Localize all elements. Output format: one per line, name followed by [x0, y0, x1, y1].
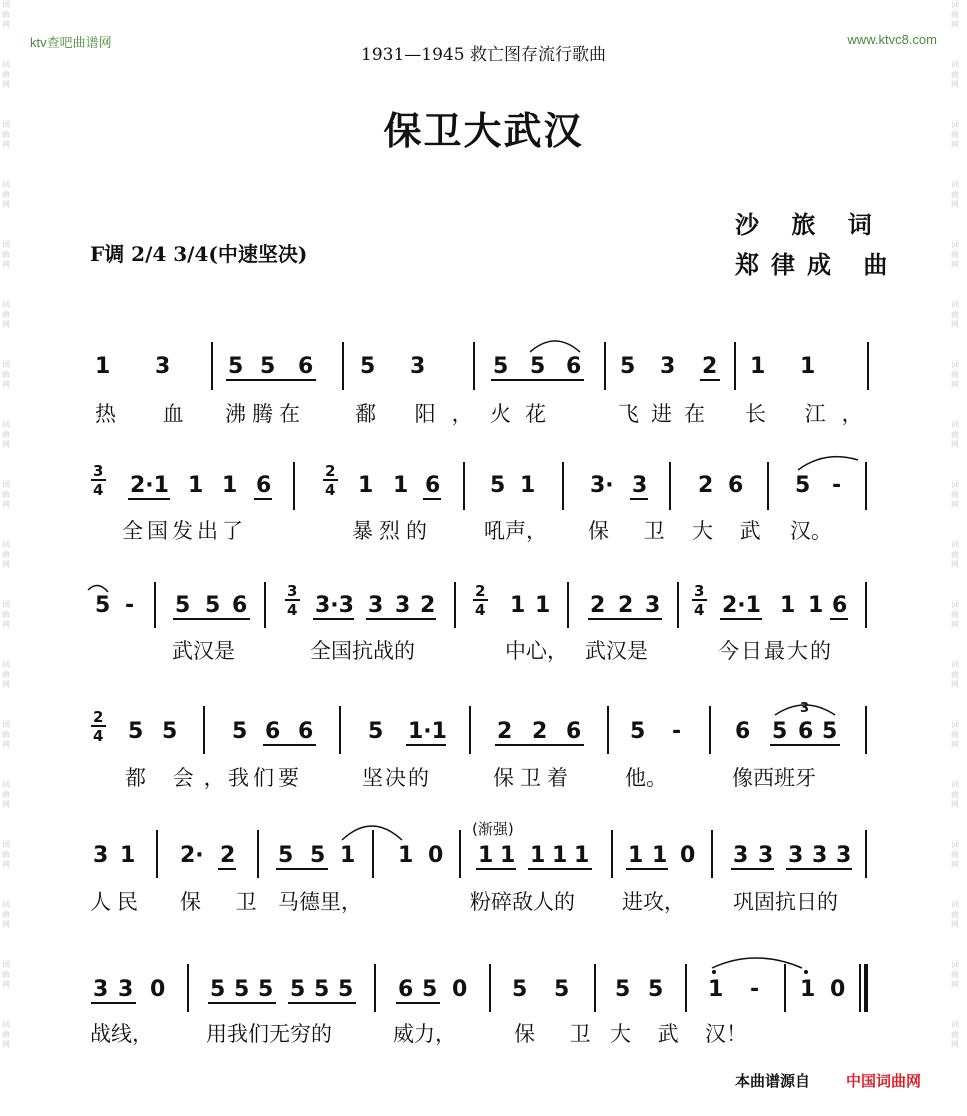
svg-text:3: 3: [118, 977, 134, 1002]
svg-text:5: 5: [260, 354, 276, 379]
svg-text:5: 5: [620, 354, 636, 379]
notation-line-1: [95, 341, 868, 390]
svg-text:0: 0: [150, 977, 166, 1002]
svg-text:6: 6: [566, 719, 582, 744]
svg-text:2: 2: [325, 462, 336, 480]
svg-text:1: 1: [530, 843, 546, 868]
svg-text:6: 6: [265, 719, 281, 744]
svg-text:3: 3: [410, 354, 426, 379]
watermark-left: 词曲网 词曲网 词曲网 词曲网 词曲网 词曲网 词曲网 词曲网 词曲网 词曲网 词曲网 词曲网 词曲网 词曲网 词曲网 词曲网 词曲网 词曲网: [2, 0, 10, 1049]
svg-text:3: 3: [758, 843, 774, 868]
svg-text:5: 5: [822, 719, 838, 744]
svg-text:5: 5: [210, 977, 226, 1002]
svg-text:1: 1: [520, 473, 536, 498]
svg-text:5: 5: [205, 593, 221, 618]
svg-text:-: -: [125, 593, 135, 618]
key-signature: F调 2/4 3/4(中速坚决): [90, 242, 308, 266]
svg-text:5: 5: [95, 593, 111, 618]
svg-text:1: 1: [478, 843, 494, 868]
svg-text:5: 5: [772, 719, 788, 744]
svg-text:5: 5: [314, 977, 330, 1002]
svg-text:6: 6: [398, 977, 414, 1002]
svg-text:6: 6: [798, 719, 814, 744]
svg-text:6: 6: [256, 473, 272, 498]
svg-text:3: 3: [93, 977, 109, 1002]
svg-text:1: 1: [750, 354, 766, 379]
svg-text:5: 5: [490, 473, 506, 498]
svg-text:1: 1: [800, 977, 816, 1002]
svg-text:1: 1: [358, 473, 374, 498]
svg-text:0: 0: [452, 977, 468, 1002]
svg-text:4: 4: [694, 601, 705, 619]
svg-text:4: 4: [475, 601, 486, 619]
svg-text:5: 5: [310, 843, 326, 868]
svg-text:1: 1: [398, 843, 414, 868]
svg-text:2·1: 2·1: [130, 473, 169, 498]
svg-text:3: 3: [733, 843, 749, 868]
svg-text:5: 5: [290, 977, 306, 1002]
svg-text:2: 2: [497, 719, 513, 744]
svg-text:5: 5: [493, 354, 509, 379]
svg-text:6: 6: [232, 593, 248, 618]
svg-text:1: 1: [628, 843, 644, 868]
svg-text:5: 5: [338, 977, 354, 1002]
svg-text:1: 1: [800, 354, 816, 379]
svg-text:5: 5: [232, 719, 248, 744]
svg-text:2: 2: [618, 593, 634, 618]
svg-text:4: 4: [93, 481, 104, 499]
svg-text:2: 2: [93, 708, 104, 726]
svg-text:3: 3: [836, 843, 852, 868]
svg-text:3: 3: [93, 462, 104, 480]
svg-text:2: 2: [532, 719, 548, 744]
svg-text:2: 2: [702, 354, 718, 379]
svg-text:3: 3: [93, 843, 109, 868]
svg-text:3: 3: [368, 593, 384, 618]
svg-text:3: 3: [694, 582, 705, 600]
svg-text:1: 1: [652, 843, 668, 868]
svg-text:1: 1: [552, 843, 568, 868]
svg-text:1: 1: [535, 593, 551, 618]
svg-text:4: 4: [287, 601, 298, 619]
dynamic-crescendo: (渐强): [472, 820, 514, 838]
svg-text:1: 1: [708, 977, 724, 1002]
svg-text:1: 1: [120, 843, 136, 868]
footer-source-label: 本曲谱源自: [735, 1073, 811, 1090]
svg-text:1: 1: [574, 843, 590, 868]
svg-text:3: 3: [155, 354, 171, 379]
svg-text:5: 5: [630, 719, 646, 744]
svg-text:6: 6: [298, 354, 314, 379]
svg-text:0: 0: [680, 843, 696, 868]
notation-line-6: [91, 958, 866, 1012]
svg-text:5: 5: [530, 354, 546, 379]
svg-text:2: 2: [590, 593, 606, 618]
svg-text:1·1: 1·1: [408, 719, 447, 744]
svg-text:3: 3: [788, 843, 804, 868]
svg-text:2: 2: [475, 582, 486, 600]
svg-text:4: 4: [325, 481, 336, 499]
svg-text:5: 5: [512, 977, 528, 1002]
svg-text:3: 3: [287, 582, 298, 600]
svg-text:3·: 3·: [590, 473, 614, 498]
notation-line-2: [91, 457, 866, 510]
notation-line-3: [88, 582, 866, 628]
song-title: 保卫大武汉: [383, 108, 584, 153]
svg-text:5: 5: [648, 977, 664, 1002]
svg-text:-: -: [750, 977, 760, 1002]
svg-text:5: 5: [128, 719, 144, 744]
svg-text:1: 1: [500, 843, 516, 868]
svg-text:6: 6: [728, 473, 744, 498]
svg-text:6: 6: [566, 354, 582, 379]
svg-text:2: 2: [420, 593, 436, 618]
svg-text:6: 6: [735, 719, 751, 744]
svg-text:5: 5: [368, 719, 384, 744]
svg-text:1: 1: [808, 593, 824, 618]
svg-text:0: 0: [830, 977, 846, 1002]
svg-text:5: 5: [422, 977, 438, 1002]
svg-text:1: 1: [188, 473, 204, 498]
composer-credit: 郑律成 曲: [735, 250, 900, 279]
svg-text:2·: 2·: [180, 843, 204, 868]
svg-text:5: 5: [234, 977, 250, 1002]
site-url-right: www.ktvc8.com: [847, 32, 937, 47]
svg-text:6: 6: [832, 593, 848, 618]
series-title: 1931—1945 救亡图存流行歌曲: [361, 45, 606, 65]
svg-text:1: 1: [340, 843, 356, 868]
svg-text:5: 5: [360, 354, 376, 379]
svg-text:-: -: [832, 473, 842, 498]
svg-text:3: 3: [632, 473, 648, 498]
svg-text:2: 2: [698, 473, 714, 498]
svg-text:1: 1: [510, 593, 526, 618]
watermark-right: 词曲网 词曲网 词曲网 词曲网 词曲网 词曲网 词曲网 词曲网 词曲网 词曲网 词曲网 词曲网 词曲网 词曲网 词曲网 词曲网 词曲网 词曲网: [951, 0, 959, 1049]
notation-line-4: [91, 701, 866, 754]
svg-text:5: 5: [258, 977, 274, 1002]
svg-text:0: 0: [428, 843, 444, 868]
lyricist-credit: 沙 旅 词: [735, 210, 884, 239]
site-name-left: ktv查吧曲谱网: [30, 35, 112, 50]
svg-text:3: 3: [645, 593, 661, 618]
svg-text:5: 5: [278, 843, 294, 868]
svg-text:1: 1: [95, 354, 111, 379]
footer-site-link[interactable]: 中国词曲网: [846, 1073, 922, 1090]
svg-text:4: 4: [93, 727, 104, 745]
svg-text:2: 2: [220, 843, 236, 868]
svg-text:3: 3: [812, 843, 828, 868]
svg-text:1: 1: [393, 473, 409, 498]
svg-text:-: -: [672, 719, 682, 744]
svg-text:5: 5: [175, 593, 191, 618]
svg-text:6: 6: [425, 473, 441, 498]
svg-text:2·1: 2·1: [722, 593, 761, 618]
svg-text:3: 3: [660, 354, 676, 379]
svg-text:3·3: 3·3: [315, 593, 354, 618]
svg-text:5: 5: [554, 977, 570, 1002]
svg-text:5: 5: [162, 719, 178, 744]
svg-text:1: 1: [222, 473, 238, 498]
svg-text:6: 6: [298, 719, 314, 744]
svg-text:1: 1: [780, 593, 796, 618]
svg-text:3: 3: [800, 701, 810, 716]
svg-text:5: 5: [228, 354, 244, 379]
svg-text:5: 5: [615, 977, 631, 1002]
svg-text:5: 5: [795, 473, 811, 498]
svg-text:3: 3: [395, 593, 411, 618]
